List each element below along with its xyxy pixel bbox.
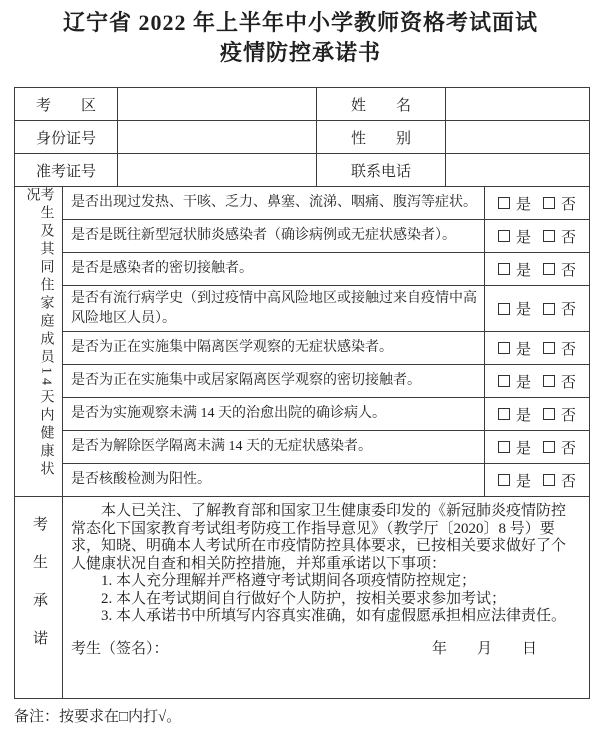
yes-no-cell-9	[485, 464, 589, 497]
admission-ticket-label: 准考证号	[15, 154, 118, 187]
no-label: 否	[561, 229, 577, 246]
yes-label: 是	[515, 407, 531, 424]
commitment-side-label: 考生承诺	[31, 515, 47, 668]
signature-blank-field[interactable]	[240, 641, 360, 659]
commitment-side-label-cell	[15, 497, 63, 698]
checkbox-no[interactable]	[543, 408, 555, 420]
id-number-value-cell[interactable]	[118, 121, 317, 154]
health-question-text-1: 是否出现过发热、干咳、乏力、鼻塞、流涕、咽痛、腹泻等症状。	[63, 187, 485, 220]
signature-label: 考生（签名）：	[71, 640, 169, 657]
checkbox-yes[interactable]	[498, 474, 510, 486]
health-question-text-8: 是否为解除医学隔离未满 14 天的无症状感染者。	[63, 431, 485, 464]
checkbox-yes[interactable]	[498, 197, 510, 209]
yes-no-cell-8	[485, 431, 589, 464]
checkbox-yes[interactable]	[498, 342, 510, 354]
page-title-line2: 疫情防控承诺书	[219, 40, 381, 65]
exam-district-value-cell[interactable]	[118, 88, 317, 121]
checkbox-no[interactable]	[543, 474, 555, 486]
candidate-info-section	[15, 88, 589, 187]
yes-label: 是	[515, 302, 531, 318]
page-title-line1: 辽宁省 2022 年上半年中小学教师资格考试面试	[62, 10, 538, 35]
health-question-text-6: 是否为正在实施集中或居家隔离医学观察的密切接触者。	[63, 365, 485, 398]
date-label: 年 月 日	[431, 640, 537, 657]
commitment-item-3: 3. 本人承诺书中所填写内容真实准确，如有虚假愿承担相应法律责任。	[101, 608, 567, 624]
health-question-text-2: 是否是既往新型冠状肺炎感染者（确诊病例或无症状感染者）。	[63, 220, 485, 253]
checkbox-yes[interactable]	[498, 230, 510, 242]
commitment-paragraph: 本人已关注、了解教育部和国家卫生健康委印发的《新冠肺炎疫情防控常态化下国家教育考试组考防疫工作指导意见》（教学厅〔2020〕8 号）要求，知晓、明确本人考试所在市疫情防控具体要求，已按相关要求做好了个人健康状况自查和相关防控措施，并郑重承诺以下事项：	[71, 503, 567, 572]
yes-no-cell-6	[485, 365, 589, 398]
no-label: 否	[561, 440, 577, 457]
gender-value-cell[interactable]	[446, 121, 589, 154]
name-value-cell[interactable]	[446, 88, 589, 121]
checkbox-no[interactable]	[543, 263, 555, 275]
yes-label: 是	[515, 196, 531, 213]
yes-no-cell-1	[485, 187, 589, 220]
commitment-form-table	[14, 87, 590, 699]
health-question-text-4: 是否有流行病学史（到过疫情中高风险地区或接触过来自疫情中高风险地区人员）。	[63, 286, 485, 332]
yes-no-cell-7	[485, 398, 589, 431]
commitment-body	[63, 497, 589, 698]
yes-no-cell-5	[485, 332, 589, 365]
checkbox-yes[interactable]	[498, 263, 510, 275]
no-label: 否	[561, 302, 577, 318]
checkbox-no[interactable]	[543, 375, 555, 387]
yes-no-cell-2	[485, 220, 589, 253]
checkbox-no[interactable]	[543, 230, 555, 242]
commitment-item-1: 1. 本人充分理解并严格遵守考试期间各项疫情防控规定；	[101, 573, 477, 589]
health-question-text-5: 是否为正在实施集中隔离医学观察的无症状感染者。	[63, 332, 485, 365]
gender-label: 性 别	[317, 121, 446, 154]
no-label: 否	[561, 196, 577, 213]
no-label: 否	[561, 374, 577, 391]
yes-no-cell-4	[485, 286, 589, 332]
yes-label: 是	[515, 229, 531, 246]
checkbox-no[interactable]	[543, 197, 555, 209]
yes-label: 是	[515, 374, 531, 391]
checkbox-no[interactable]	[543, 342, 555, 354]
yes-label: 是	[515, 341, 531, 358]
commitment-item-2: 2. 本人在考试期间自行做好个人防护，按相关要求参加考试；	[101, 590, 507, 607]
health-section-side-label-cell	[15, 187, 63, 497]
health-section-side-label: 考生及其同住家庭成员14天内健康状况	[24, 187, 54, 479]
exam-district-label: 考 区	[15, 88, 118, 121]
health-question-text-7: 是否为实施观察未满 14 天的治愈出院的确诊病人。	[63, 398, 485, 431]
health-status-section	[15, 187, 589, 497]
yes-label: 是	[515, 473, 531, 490]
no-label: 否	[561, 262, 577, 279]
signature-row	[71, 641, 579, 659]
checkbox-no[interactable]	[543, 441, 555, 453]
admission-ticket-value-cell[interactable]	[118, 154, 317, 187]
page-title	[0, 8, 601, 68]
health-question-text-9: 是否核酸检测为阳性。	[63, 464, 485, 497]
name-label: 姓 名	[317, 88, 446, 121]
no-label: 否	[561, 341, 577, 358]
phone-label: 联系电话	[317, 154, 446, 187]
phone-value-cell[interactable]	[446, 154, 589, 187]
id-number-label: 身份证号	[15, 121, 118, 154]
yes-label: 是	[515, 440, 531, 457]
checkbox-no[interactable]	[543, 303, 555, 315]
checkbox-yes[interactable]	[498, 408, 510, 420]
no-label: 否	[561, 473, 577, 490]
yes-no-cell-3	[485, 253, 589, 286]
commitment-section	[15, 497, 589, 698]
checkbox-yes[interactable]	[498, 375, 510, 387]
checkbox-yes[interactable]	[498, 303, 510, 315]
footer-note: 备注：按要求在□内打√。	[14, 709, 182, 725]
checkbox-yes[interactable]	[498, 441, 510, 453]
yes-label: 是	[515, 262, 531, 279]
health-question-text-3: 是否是感染者的密切接触者。	[63, 253, 485, 286]
no-label: 否	[561, 407, 577, 424]
